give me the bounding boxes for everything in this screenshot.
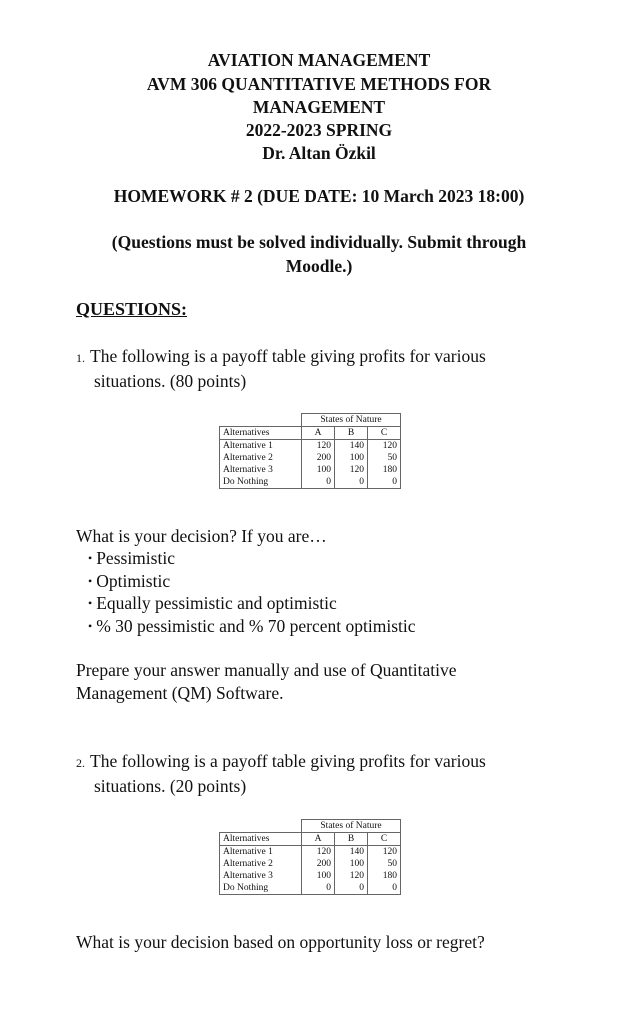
state-a-header: A bbox=[302, 833, 335, 846]
state-a-header: A bbox=[302, 427, 335, 440]
states-of-nature-header: States of Nature bbox=[302, 820, 401, 833]
cell-value: 180 bbox=[368, 870, 401, 882]
questions-heading: QUESTIONS: bbox=[76, 299, 188, 319]
homework-title: HOMEWORK # 2 (DUE DATE: 10 March 2023 18:00) bbox=[113, 186, 525, 206]
cell-value: 0 bbox=[302, 882, 335, 895]
state-c-header: C bbox=[368, 833, 401, 846]
cell-value: 0 bbox=[335, 476, 368, 489]
payoff-table-2 bbox=[219, 819, 401, 895]
question-1-prompt: What is your decision? If you are… bbox=[76, 526, 327, 546]
cell-value: 120 bbox=[302, 846, 335, 859]
question-1-line-1: The following is a payoff table giving profits for various bbox=[90, 346, 486, 366]
option-pessimistic: • Pessimistic bbox=[88, 547, 416, 570]
cell-value: 100 bbox=[335, 858, 368, 870]
table-row bbox=[220, 846, 401, 859]
cell-value: 120 bbox=[368, 846, 401, 859]
question-1-instruction-1: Prepare your answer manually and use of Quantitative bbox=[76, 660, 457, 680]
row-label: Alternative 1 bbox=[220, 440, 302, 453]
question-2-line-2: situations. (20 points) bbox=[94, 776, 247, 796]
option-optimistic: • Optimistic bbox=[88, 570, 416, 593]
row-label: Alternative 3 bbox=[220, 870, 302, 882]
cell-value: 100 bbox=[302, 870, 335, 882]
cell-value: 0 bbox=[368, 882, 401, 895]
cell-value: 140 bbox=[335, 440, 368, 453]
cell-value: 120 bbox=[335, 870, 368, 882]
row-label: Alternative 2 bbox=[220, 858, 302, 870]
course-department: AVIATION MANAGEMENT bbox=[207, 50, 431, 70]
state-b-header: B bbox=[335, 427, 368, 440]
question-1-options bbox=[88, 547, 416, 637]
homework-note-1: (Questions must be solved individually. Submit through bbox=[111, 232, 527, 252]
question-2-prompt: What is your decision based on opportunity loss or regret? bbox=[76, 932, 485, 952]
cell-value: 140 bbox=[335, 846, 368, 859]
states-of-nature-header: States of Nature bbox=[302, 414, 401, 427]
cell-value: 0 bbox=[302, 476, 335, 489]
state-c-header: C bbox=[368, 427, 401, 440]
table-row bbox=[220, 464, 401, 476]
row-label: Alternative 1 bbox=[220, 846, 302, 859]
table-row bbox=[220, 882, 401, 895]
payoff-table-1 bbox=[219, 413, 401, 489]
option-equally: • Equally pessimistic and optimistic bbox=[88, 592, 416, 615]
instructor-name: Dr. Altan Özkil bbox=[262, 143, 376, 163]
cell-value: 50 bbox=[368, 858, 401, 870]
cell-value: 180 bbox=[368, 464, 401, 476]
alternatives-header: Alternatives bbox=[220, 833, 302, 846]
cell-value: 0 bbox=[368, 476, 401, 489]
course-term: 2022-2023 SPRING bbox=[245, 120, 393, 140]
question-2-line-1: The following is a payoff table giving profits for various bbox=[90, 751, 486, 771]
table-row bbox=[220, 476, 401, 489]
cell-value: 50 bbox=[368, 452, 401, 464]
table-row bbox=[220, 452, 401, 464]
cell-value: 120 bbox=[302, 440, 335, 453]
question-1-instruction-2: Management (QM) Software. bbox=[76, 683, 284, 703]
homework-note-2: Moodle.) bbox=[285, 256, 353, 276]
question-1-number: 1. bbox=[76, 351, 85, 365]
option-hurwicz: • % 30 pessimistic and % 70 percent optimistic bbox=[88, 615, 416, 638]
cell-value: 100 bbox=[335, 452, 368, 464]
row-label: Do Nothing bbox=[220, 882, 302, 895]
table-row bbox=[220, 858, 401, 870]
course-title-cont: MANAGEMENT bbox=[252, 97, 386, 117]
table-row bbox=[220, 870, 401, 882]
cell-value: 120 bbox=[335, 464, 368, 476]
cell-value: 200 bbox=[302, 858, 335, 870]
question-2-text bbox=[76, 750, 562, 798]
question-2-number: 2. bbox=[76, 756, 85, 770]
question-1-text bbox=[76, 345, 562, 393]
row-label: Alternative 3 bbox=[220, 464, 302, 476]
row-label: Do Nothing bbox=[220, 476, 302, 489]
question-1-line-2: situations. (80 points) bbox=[94, 371, 247, 391]
course-title: AVM 306 QUANTITATIVE METHODS FOR bbox=[146, 74, 492, 94]
alternatives-header: Alternatives bbox=[220, 427, 302, 440]
cell-value: 200 bbox=[302, 452, 335, 464]
cell-value: 120 bbox=[368, 440, 401, 453]
cell-value: 100 bbox=[302, 464, 335, 476]
cell-value: 0 bbox=[335, 882, 368, 895]
row-label: Alternative 2 bbox=[220, 452, 302, 464]
state-b-header: B bbox=[335, 833, 368, 846]
table-row bbox=[220, 440, 401, 453]
